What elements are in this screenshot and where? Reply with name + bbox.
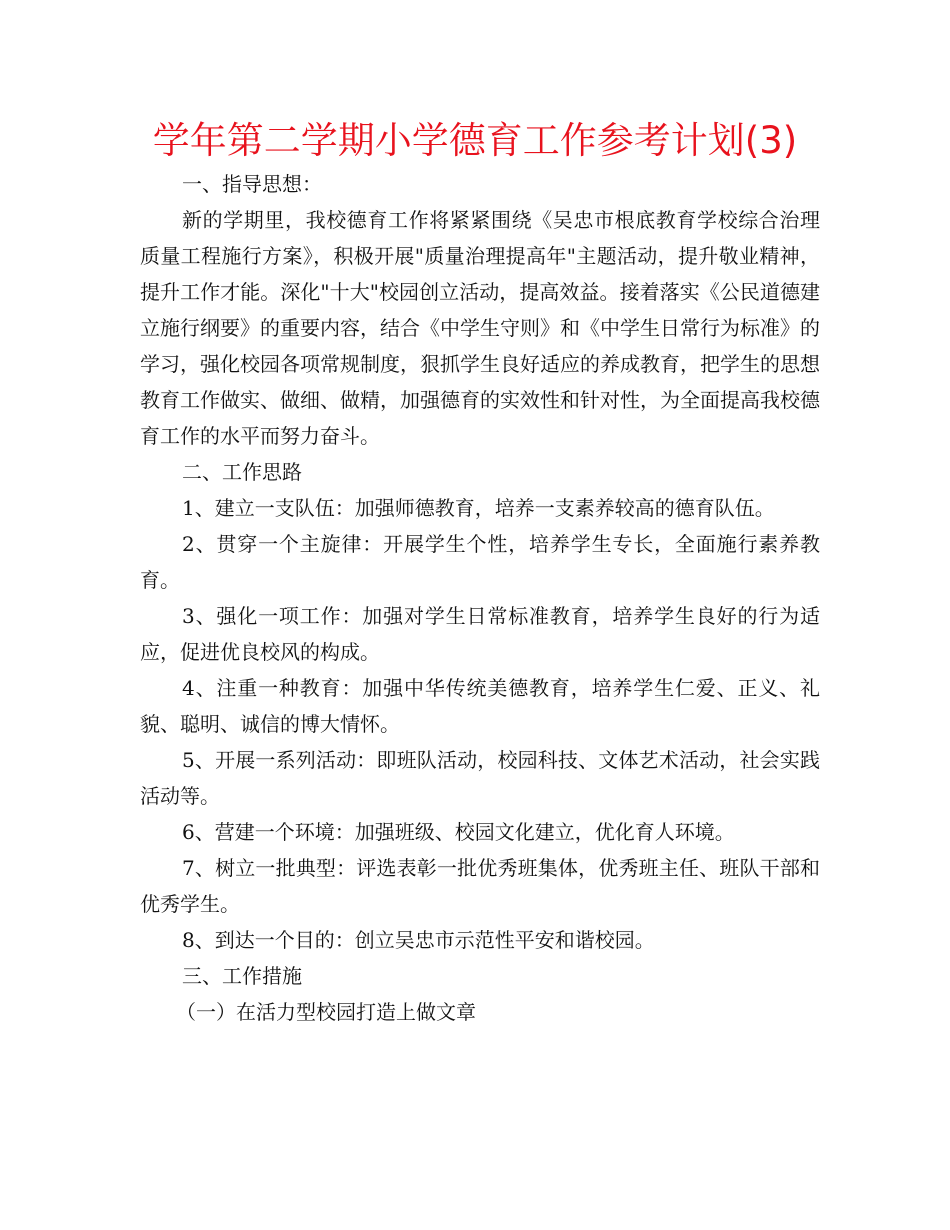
heading-work-measures: 三、工作措施 bbox=[182, 964, 302, 988]
list-item-3: 3、强化一项工作：加强对学生日常标准教育，培养学生良好的行为适应，促进优良校风的构成。 bbox=[140, 604, 820, 664]
list-item-8: 8、到达一个目的：创立吴忠市示范性平安和谐校园。 bbox=[182, 928, 655, 952]
list-item-1: 1、建立一支队伍：加强师德教育，培养一支素养较高的德育队伍。 bbox=[182, 496, 775, 520]
list-item-5: 5、开展一系列活动：即班队活动，校园科技、文体艺术活动，社会实践活动等。 bbox=[140, 748, 820, 808]
document-title: 学年第二学期小学德育工作参考计划(3) bbox=[152, 119, 798, 162]
paragraph-guiding-ideology-body: 新的学期里，我校德育工作将紧紧围绕《吴忠市根底教育学校综合治理质量工程施行方案》，积极开展"质量治理提高年"主题活动，提升敬业精神，提升工作才能。深化"十大"校园创立活动，提高效益。接着落实《公民道德建立施行纲要》的重要内容，结合《中学生守则》和《中学生日常行为标准》的学习，强化校园各项常规制度，狠抓学生良好适应的养成教育，把学生的思想教育工作做实、做细、做精，加强德育的实效性和针对性，为全面提高我校德育工作的水平而努力奋斗。 bbox=[140, 208, 820, 448]
list-item-4: 4、注重一种教育：加强中华传统美德教育，培养学生仁爱、正义、礼貌、聪明、诚信的博大情怀。 bbox=[140, 676, 820, 736]
subheading-vitality-campus: （一）在活力型校园打造上做文章 bbox=[176, 1000, 476, 1024]
heading-guiding-ideology: 一、指导思想： bbox=[182, 172, 322, 196]
list-item-2: 2、贯穿一个主旋律：开展学生个性，培养学生专长，全面施行素养教育。 bbox=[140, 532, 820, 592]
list-item-6: 6、营建一个环境：加强班级、校园文化建立，优化育人环境。 bbox=[182, 820, 735, 844]
list-item-7: 7、树立一批典型：评选表彰一批优秀班集体，优秀班主任、班队干部和优秀学生。 bbox=[140, 856, 820, 916]
document-body bbox=[140, 166, 820, 1030]
heading-work-ideas: 二、工作思路 bbox=[182, 460, 302, 484]
